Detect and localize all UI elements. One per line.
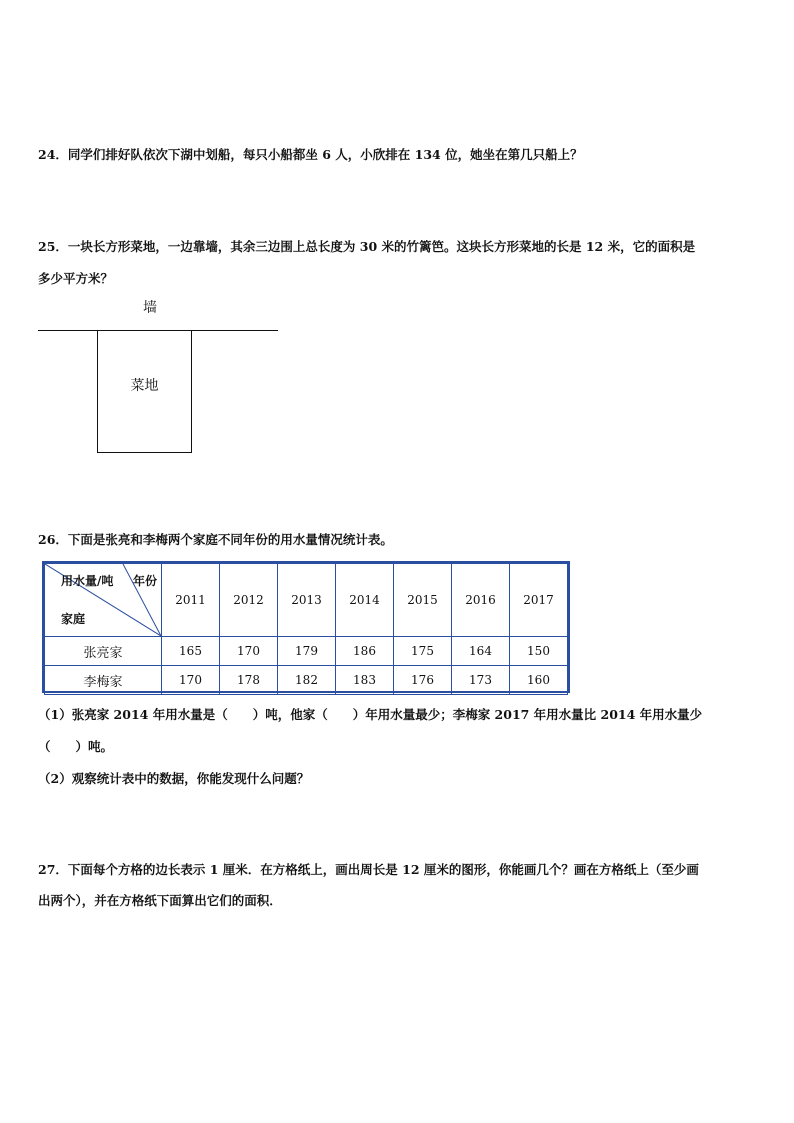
year-header-cell: 2017: [510, 564, 568, 637]
question-26-sub2: （2）观察统计表中的数据，你能发现什么问题？: [38, 771, 310, 786]
wall-label: 墙: [143, 300, 157, 316]
water-usage-table: [42, 561, 570, 693]
question-24: 24．同学们排好队依次下湖中划船，每只小船都坐 6 人，小欣排在 134 位，她坐在第几只船上？: [38, 147, 583, 162]
year-header-cell: 2014: [336, 564, 394, 637]
year-header-cell: 2012: [220, 564, 278, 637]
year-header-cell: 2015: [394, 564, 452, 637]
question-25-line2: 多少平方米？: [38, 271, 114, 286]
table-row: [45, 666, 568, 695]
value-cell: 182: [278, 666, 336, 695]
garden-rectangle: [97, 330, 192, 453]
year-header-cell: 2011: [162, 564, 220, 637]
question-26-sub1-line1: （1）张亮家 2014 年用水量是（ ）吨，他家（ ）年用水量最少；李梅家 2017 年用水量比 2014 年用水量少: [38, 707, 703, 722]
header-year-label: 年份: [132, 574, 157, 588]
value-cell: 160: [510, 666, 568, 695]
value-cell: 175: [394, 637, 452, 666]
value-cell: 150: [510, 637, 568, 666]
value-cell: 179: [278, 637, 336, 666]
value-cell: 164: [452, 637, 510, 666]
value-cell: 183: [336, 666, 394, 695]
value-cell: 186: [336, 637, 394, 666]
garden-label: 菜地: [130, 378, 159, 394]
table-row: [45, 637, 568, 666]
value-cell: 176: [394, 666, 452, 695]
header-family-label: 家庭: [61, 612, 86, 626]
question-26-title: 26．下面是张亮和李梅两个家庭不同年份的用水量情况统计表。: [38, 532, 393, 547]
value-cell: 170: [220, 637, 278, 666]
header-usage-label: 用水量/吨: [61, 574, 114, 588]
year-header-cell: 2013: [278, 564, 336, 637]
question-27-line1: 27．下面每个方格的边长表示 1 厘米．在方格纸上，画出周长是 12 厘米的图形，你能画几个？画在方格纸上（至少画: [38, 862, 699, 877]
question-25-line1: 25．一块长方形菜地，一边靠墙，其余三边围上总长度为 30 米的竹篱笆。这块长方形菜地的长是 12 米，它的面积是: [38, 239, 696, 254]
value-cell: 165: [162, 637, 220, 666]
value-cell: 178: [220, 666, 278, 695]
family-cell: 李梅家: [45, 666, 162, 695]
question-27-line2: 出两个），并在方格纸下面算出它们的面积．: [38, 893, 282, 908]
value-cell: 170: [162, 666, 220, 695]
diagonal-header-cell: [45, 564, 162, 637]
question-26-sub1-line2: （ ）吨。: [38, 739, 114, 754]
year-header-cell: 2016: [452, 564, 510, 637]
family-cell: 张亮家: [45, 637, 162, 666]
value-cell: 173: [452, 666, 510, 695]
table-header-row: [45, 564, 568, 637]
